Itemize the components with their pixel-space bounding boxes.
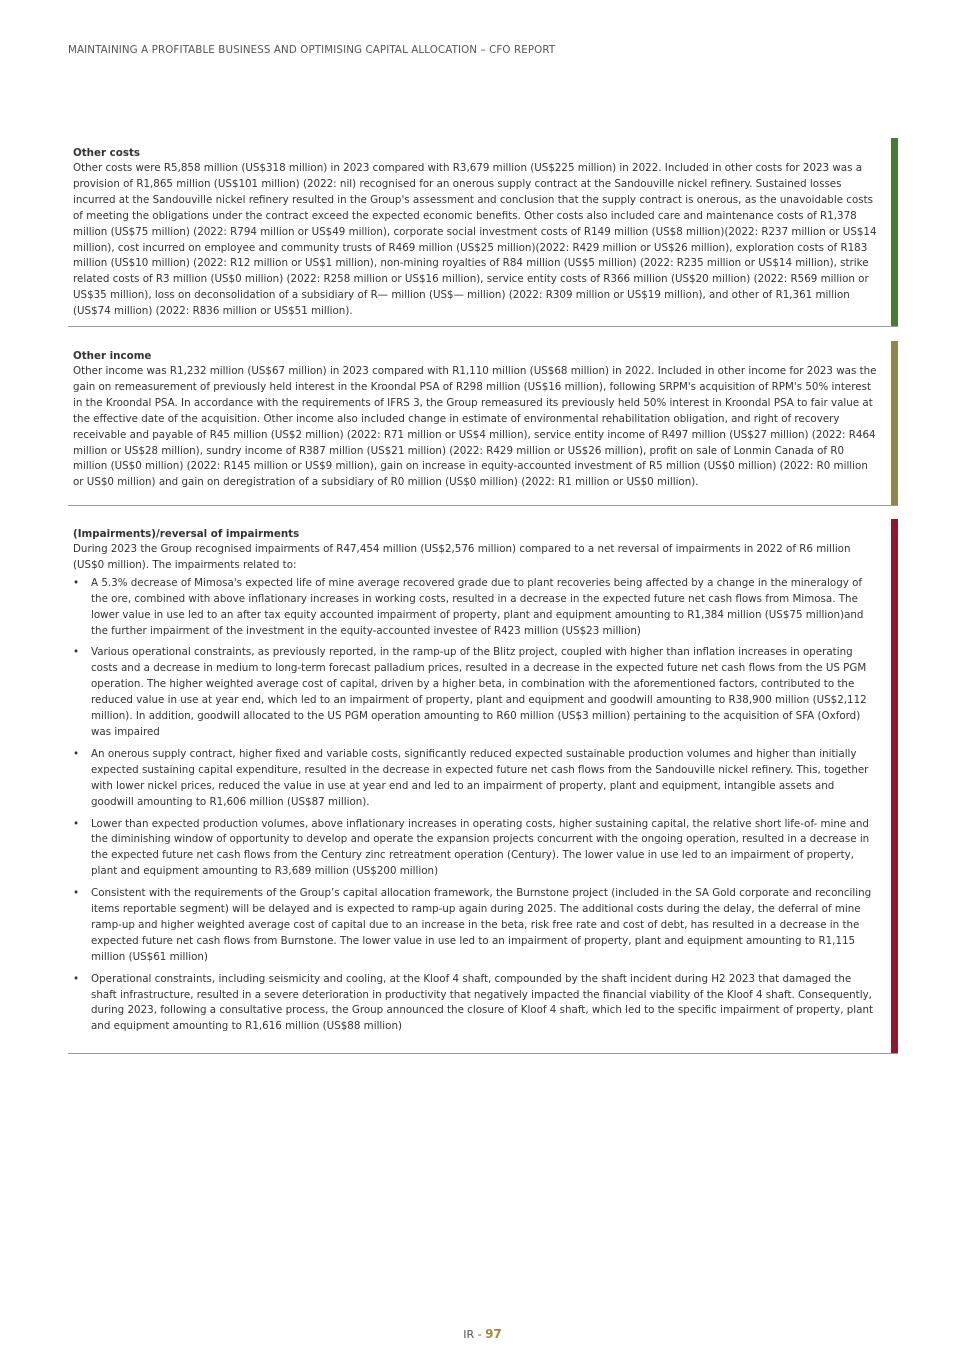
list-item: • Consistent with the requirements of the Group’s capital allocation framework, the Burnstone project (included in the SA Gold corporate and reconciling items reportable segment) will be delayed and is expected to ramp-up again during 2025. The additional costs during the delay, the deferral of mine ramp-up and higher weighted average cost of capital due to an increase in the beta, risk free rate and cost of debt, has resulted in a decrease in the expected future net cash flows from Burnstone. The lower value in use led to an impairment of property, plant and equipment amounting to R1,115 million (US$61 million) bbox=[73, 886, 880, 966]
list-item: • Lower than expected production volumes, above inflationary increases in operating costs, higher sustaining capital, the relative short life-of- mine and the diminishing window of opportunity to develop and operate the expansion projects concurrent with the ongoing operation, resulted in a decrease in the expected future net cash flows from the Century zinc retreatment operation (Century). The lower value in use led to an impairment of property, plant and equipment amounting to R3,689 million (US$200 million) bbox=[73, 817, 880, 881]
section-body: During 2023 the Group recognised impairments of R47,454 million (US$2,576 million) compared to a net reversal of impairments in 2022 of R6 million (US$0 million). The impairments related to: bbox=[73, 543, 851, 571]
section-body: Other costs were R5,858 million (US$318 million) in 2023 compared with R3,679 million (US$225 million) in 2022. Included in other costs for 2023 was a provision of R1,865 million (US$101 million) (2022: nil) recognised for an onerous supply contract at the Sandouville nickel refinery. Sustained losses incurred at the Sandouville nickel refinery resulted in the Group's assessment and conclusion that the supply contract is onerous, as the unavoidable costs of meeting the obligations under the contract exceed the expected economic benefits. Other costs also included care and maintenance costs of R1,378 million (US$75 million) (2022: R794 million or US$49 million), corporate social investment costs of R149 million (US$8 million)(2022: R237 million or US$14 million), cost incurred on employee and community trusts of R469 million (US$25 million)(2022: R429 million or US$26 million), exploration costs of R183 million (US$10 million) (2022: R12 million or US$1 million), non-mining royalties of R84 million (US$5 million) (2022: R235 million or US$14 million), strike related costs of R3 million (US$0 million) (2022: R258 million or US$16 million), service entity costs of R366 million (US$20 million) (2022: R569 million or US$35 million), loss on deconsolidation of a subsidiary of R— million (US$— million) (2022: R309 million or US$19 million), and other of R1,361 million (US$74 million) (2022: R836 million or US$51 million). bbox=[73, 162, 877, 318]
section-title: Other costs bbox=[73, 147, 141, 159]
list-item: • A 5.3% decrease of Mimosa's expected life of mine average recovered grade due to plant recoveries being affected by a change in the mineralogy of the ore, combined with above inflationary increases in working costs, resulted in a decrease in the expected future net cash flows from Mimosa. The lower value in use led to an after tax equity accounted impairment of property, plant and equipment amounting to R1,384 million (US$75 million)and the further impairment of the investment in the equity-accounted investee of R423 million (US$23 million) bbox=[73, 576, 880, 640]
page-footer bbox=[0, 1327, 965, 1341]
section-body: Other income was R1,232 million (US$67 million) in 2023 compared with R1,110 million (US$68 million) in 2022. Included in other income for 2023 was the gain on remeasurement of previously held interest in the Kroondal PSA of R298 million (US$16 million), following SRPM's acquisition of RPM's 50% interest in the Kroondal PSA. In accordance with the requirements of IFRS 3, the Group remeasured its previously held 50% interest in Kroondal PSA to fair value at the effective date of the acquisition. Other income also included change in estimate of environmental rehabilitation obligation, and right of recovery receivable and payable of R45 million (US$2 million) (2022: R71 million or US$4 million), service entity income of R497 million (US$27 million) (2022: R464 million or US$28 million), sundry income of R387 million (US$21 million) (2022: R429 million or US$26 million), profit on sale of Lonmin Canada of R0 million (US$0 million) (2022: R145 million or US$9 million), gain on increase in equity-accounted investment of R5 million (US$0 million) (2022: R0 million or US$0 million) and gain on deregistration of a subsidiary of R0 million (US$0 million) (2022: R1 million or US$0 million). bbox=[73, 365, 877, 489]
section-title: Other income bbox=[73, 350, 152, 362]
section-accent-bar bbox=[891, 519, 898, 1053]
section-accent-bar bbox=[891, 341, 898, 505]
page-number: 97 bbox=[485, 1327, 502, 1341]
running-header: MAINTAINING A PROFITABLE BUSINESS AND OPTIMISING CAPITAL ALLOCATION – CFO REPORT bbox=[68, 44, 556, 56]
section-accent-bar bbox=[891, 138, 898, 326]
section-impairments bbox=[68, 519, 898, 1054]
impairment-list bbox=[73, 576, 880, 1035]
section-title: (Impairments)/reversal of impairments bbox=[73, 528, 300, 540]
list-item: • Various operational constraints, as previously reported, in the ramp-up of the Blitz project, coupled with higher than inflation increases in operating costs and a decrease in medium to long-term forecast palladium prices, resulted in a decrease in the expected future net cash flows from the US PGM operation. The higher weighted average cost of capital, driven by a higher beta, in combination with the aforementioned factors, contributed to the reduced value in use at year end, which led to an impairment of property, plant and equipment and goodwill amounting to R38,900 million (US$2,112 million). In addition, goodwill allocated to the US PGM operation amounting to R60 million (US$3 million) pertaining to the acquisition of SFA (Oxford) was impaired bbox=[73, 645, 880, 740]
list-item: • Operational constraints, including seismicity and cooling, at the Kloof 4 shaft, compounded by the shaft incident during H2 2023 that damaged the shaft infrastructure, resulted in a severe deterioration in productivity that negatively impacted the financial viability of the Kloof 4 shaft. Consequently, during 2023, following a consultative process, the Group announced the closure of Kloof 4 shaft, which led to the specific impairment of property, plant and equipment amounting to R1,616 million (US$88 million) bbox=[73, 972, 880, 1036]
section-other-income bbox=[68, 341, 898, 506]
footer-prefix: IR - bbox=[463, 1328, 486, 1341]
list-item: • An onerous supply contract, higher fixed and variable costs, significantly reduced expected sustainable production volumes and higher than initially expected sustaining capital expenditure, resulted in the decrease in expected future net cash flows from the Sandouville nickel refinery. This, together with lower nickel prices, reduced the value in use at year end and led to an impairment of property, plant and equipment, intangible assets and goodwill amounting to R1,606 million (US$87 million). bbox=[73, 747, 880, 811]
section-other-costs bbox=[68, 138, 898, 327]
